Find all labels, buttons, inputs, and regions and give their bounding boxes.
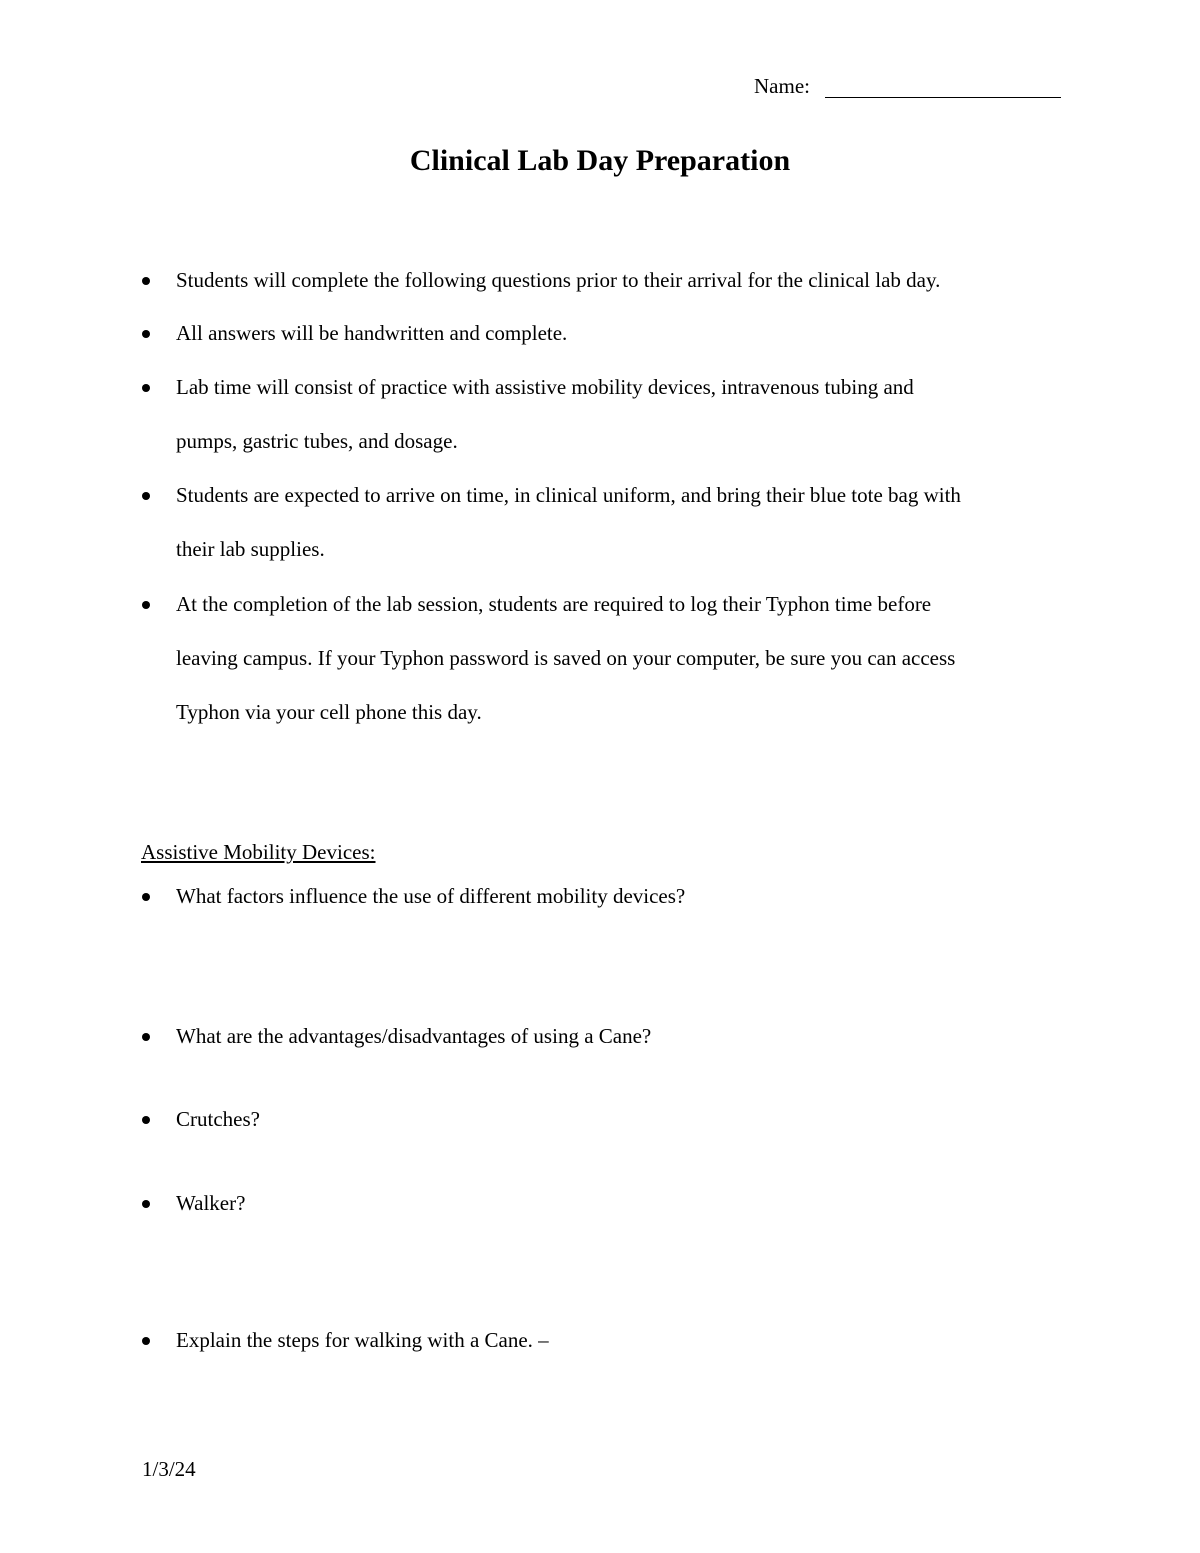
bullet-icon (142, 384, 150, 392)
instruction-item: All answers will be handwritten and complete. (176, 321, 568, 345)
instruction-item-continued: pumps, gastric tubes, and dosage. (176, 429, 458, 453)
instruction-item: Lab time will consist of practice with assistive mobility devices, intravenous tubing and (176, 375, 914, 399)
question-item: Walker? (176, 1191, 246, 1215)
instruction-item-continued: their lab supplies. (176, 537, 325, 561)
name-label: Name: (754, 74, 810, 98)
page-title: Clinical Lab Day Preparation (409, 144, 791, 177)
question-item: Crutches? (176, 1107, 260, 1131)
instruction-item: Students will complete the following questions prior to their arrival for the clinical lab day. (176, 268, 941, 292)
bullet-icon (142, 1200, 150, 1208)
bullet-icon (142, 492, 150, 500)
name-field-line (825, 97, 1061, 98)
bullet-icon (142, 601, 150, 609)
instruction-item: Students are expected to arrive on time, in clinical uniform, and bring their blue tote bag with (176, 483, 961, 507)
section-heading: Assistive Mobility Devices: (141, 840, 376, 864)
bullet-icon (142, 1033, 150, 1041)
footer-date: 1/3/24 (142, 1457, 196, 1481)
bullet-icon (142, 1337, 150, 1345)
question-item: What factors influence the use of different mobility devices? (176, 884, 686, 908)
question-item: What are the advantages/disadvantages of using a Cane? (176, 1024, 652, 1048)
instruction-item: At the completion of the lab session, students are required to log their Typhon time before (176, 592, 932, 616)
bullet-icon (142, 1116, 150, 1124)
bullet-icon (142, 893, 150, 901)
bullet-icon (142, 330, 150, 338)
instruction-item-continued: Typhon via your cell phone this day. (176, 700, 482, 724)
question-item: Explain the steps for walking with a Cane. – (176, 1328, 549, 1352)
bullet-icon (142, 277, 150, 285)
instruction-item-continued: leaving campus. If your Typhon password is saved on your computer, be sure you can access (176, 646, 956, 670)
